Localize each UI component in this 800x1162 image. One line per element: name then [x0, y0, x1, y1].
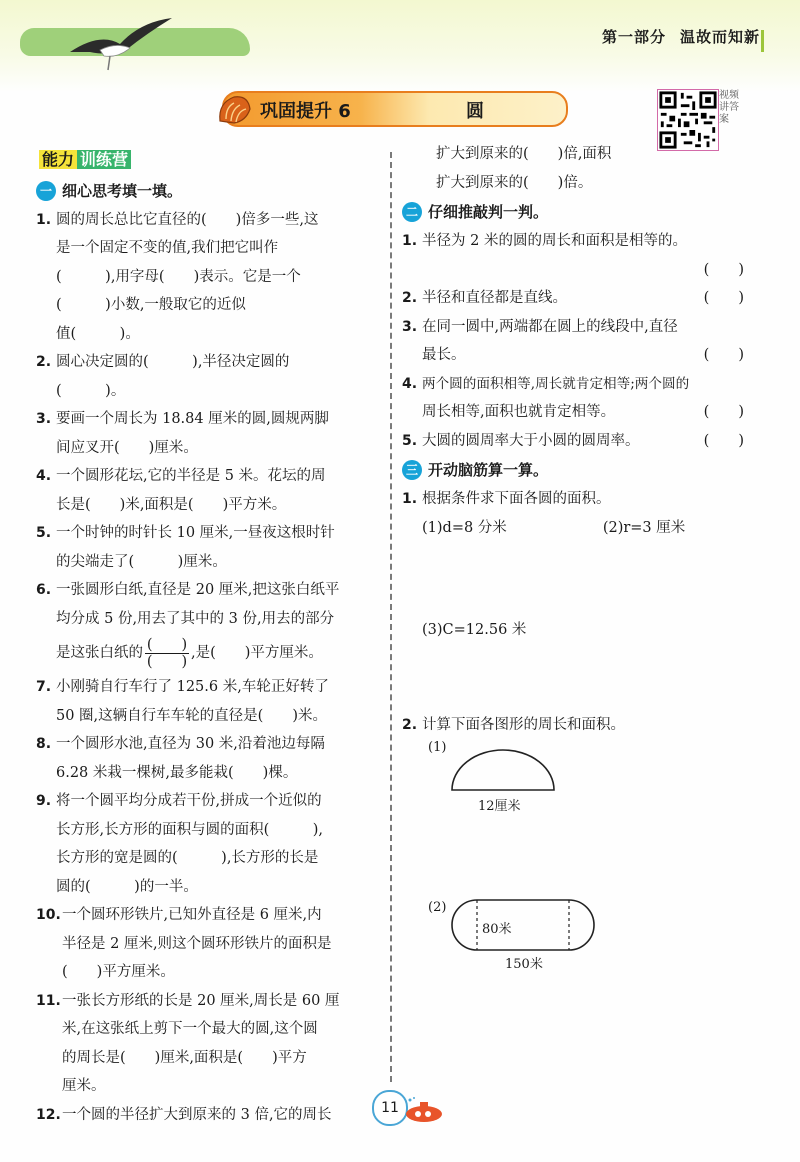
- question-line: 将一个圆平均分成若干份,拼成一个近似的: [56, 793, 322, 809]
- fill-question-4: [36, 462, 381, 519]
- seagull-icon: [60, 12, 180, 72]
- fill-question-9: [36, 787, 381, 901]
- question-line: 半径和直径都是直线。: [422, 290, 567, 306]
- section-number: 二: [402, 202, 422, 222]
- question-line: 一个圆的半径扩大到原来的 3 倍,它的周长: [62, 1106, 332, 1123]
- question-number: 3.: [36, 411, 52, 427]
- question-line: ( )小数,一般取它的近似: [56, 297, 246, 313]
- question-line: 的周长是( )厘米,面积是( )平方: [62, 1049, 307, 1066]
- header-title: [602, 26, 760, 47]
- section-heading-calc: [402, 457, 762, 483]
- question-line: ( ),用字母( )表示。它是一个: [56, 268, 301, 285]
- question-line: 一个时钟的时针长 10 厘米,一昼夜这根时针: [56, 525, 335, 541]
- judge-answer-blank[interactable]: ( ): [703, 347, 744, 363]
- question-number: 4.: [36, 468, 52, 484]
- figure-1-dimension: 12厘米: [478, 799, 521, 814]
- section-heading-fill: [36, 178, 381, 204]
- section-title: 开动脑筋算一算。: [428, 461, 549, 479]
- left-column: [36, 146, 381, 1129]
- question-line: 最长。: [422, 347, 466, 363]
- right-column: [402, 140, 762, 739]
- question-number: 9.: [36, 793, 52, 809]
- question-line: 两个圆的面积相等,周长就肯定相等;两个圆的: [422, 375, 690, 392]
- lesson-banner: [222, 91, 568, 127]
- calc-question-2: 2. 计算下面各图形的周长和面积。: [402, 711, 762, 740]
- question-line: 的尖端走了( )厘米。: [56, 553, 227, 570]
- fill-question-8: [36, 730, 381, 787]
- badge-part1: 能力: [39, 150, 77, 169]
- calc-subpart-1: (1)d=8 分米: [422, 519, 507, 536]
- question-line: 扩大到原来的( )倍,面积: [436, 146, 612, 162]
- question-line: 一个圆环形铁片,已知外直径是 6 厘米,内: [62, 907, 322, 923]
- question-number: 3.: [402, 318, 418, 335]
- header-subtitle: 温故而知新: [679, 28, 760, 46]
- corner-mark: [761, 30, 772, 52]
- judge-question-5: [402, 427, 762, 456]
- question-number: 1.: [402, 233, 418, 249]
- fill-question-7: [36, 673, 381, 730]
- section-number: 三: [402, 460, 422, 480]
- qr-label: 视频讲答案: [719, 90, 739, 125]
- question-number: 5.: [402, 432, 418, 449]
- figure-1-label: (1): [428, 740, 447, 755]
- section-title: 细心思考填一填。: [62, 181, 183, 200]
- badge-part2: 训练营: [77, 150, 131, 169]
- question-number: 8.: [36, 736, 52, 752]
- page-number: 11: [372, 1090, 408, 1126]
- question-text: ,是( )平方厘米。: [191, 645, 323, 661]
- question-line: 大圆的圆周率大于小圆的圆周率。: [422, 432, 640, 449]
- question-line: 间应叉开( )厘米。: [56, 439, 198, 456]
- question-number: 6.: [36, 582, 52, 598]
- fill-question-3: [36, 405, 381, 462]
- column-divider: [390, 152, 392, 1082]
- question-line-fraction: [56, 633, 381, 673]
- submarine-icon: [400, 1096, 446, 1124]
- section-number: 一: [36, 181, 56, 201]
- question-line: 扩大到原来的( )倍。: [436, 174, 593, 191]
- question-line: 半径为 2 米的圆的周长和面积是相等的。: [422, 233, 687, 249]
- question-text: 是这张白纸的: [56, 645, 143, 661]
- judge-question-3: [402, 313, 762, 370]
- question-number: 2.: [402, 290, 418, 306]
- question-number: 1.: [36, 211, 52, 228]
- fill-question-10: [36, 901, 381, 987]
- question-line: 要画一个周长为 18.84 厘米的圆,圆规两脚: [56, 411, 329, 427]
- question-line: 6.28 米栽一棵树,最多能栽( )棵。: [56, 764, 298, 781]
- lesson-title: 巩固提升 6: [260, 101, 351, 122]
- header-part: 第一部分: [601, 28, 666, 46]
- judge-question-1: [402, 227, 762, 284]
- question-line: 值( )。: [56, 325, 140, 342]
- question-line: 半径是 2 厘米,则这个圆环形铁片的面积是: [62, 935, 332, 952]
- calc-subpart-2: (2)r=3 厘米: [602, 519, 686, 536]
- question-number: 2.: [36, 354, 52, 370]
- shell-icon: [216, 91, 252, 127]
- question-number: 5.: [36, 525, 52, 541]
- question-line: 圆的( )的一半。: [56, 878, 198, 895]
- question-line: 小刚骑自行车行了 125.6 米,车轮正好转了: [56, 679, 329, 695]
- lesson-topic: 圆: [466, 101, 484, 122]
- question-line: 一张圆形白纸,直径是 20 厘米,把这张白纸平: [56, 582, 340, 598]
- question-line: 是一个固定不变的值,我们把它叫作: [56, 240, 279, 256]
- question-line: 根据条件求下面各圆的面积。: [422, 491, 611, 507]
- question-number: 12.: [36, 1106, 61, 1123]
- judge-answer-blank[interactable]: ( ): [703, 404, 744, 420]
- judge-answer-blank[interactable]: ( ): [703, 290, 744, 306]
- section-badge: [39, 148, 131, 172]
- fill-question-2: [36, 348, 381, 405]
- question-line: 一张长方形纸的长是 20 厘米,周长是 60 厘: [62, 992, 340, 1009]
- question-line: 均分成 5 份,用去了其中的 3 份,用去的部分: [56, 610, 335, 627]
- fill-question-1: [36, 206, 381, 349]
- section-title: 仔细推敲判一判。: [428, 203, 549, 221]
- question-number: 7.: [36, 679, 52, 695]
- judge-answer-blank[interactable]: ( ): [703, 261, 744, 278]
- fill-question-6: [36, 576, 381, 673]
- question-line: 一个圆形水池,直径为 30 米,沿着池边每隔: [56, 736, 325, 752]
- question-line: 长是( )米,面积是( )平方米。: [56, 496, 287, 513]
- question-line: 50 圈,这辆自行车车轮的直径是( )米。: [56, 707, 327, 724]
- fill-question-11: [36, 987, 381, 1101]
- question-line: 米,在这张纸上剪下一个最大的圆,这个圆: [62, 1021, 318, 1037]
- question-number: 4.: [402, 375, 418, 392]
- question-line: 长方形的宽是圆的( ),长方形的长是: [56, 850, 319, 866]
- question-line: 圆的周长总比它直径的( )倍多一些,这: [56, 211, 319, 228]
- question-line: ( )平方厘米。: [62, 964, 175, 980]
- section-heading-judge: [402, 199, 762, 225]
- figure-2-width: 150米: [505, 957, 543, 972]
- question-number: 10.: [36, 907, 61, 923]
- question-number: 11.: [36, 992, 61, 1009]
- calc-subpart-3: (3)C=12.56 米: [422, 622, 527, 638]
- fill-question-12: [36, 1101, 381, 1130]
- question-line: 周长相等,面积也就肯定相等。: [422, 404, 616, 420]
- judge-answer-blank[interactable]: ( ): [703, 432, 744, 449]
- fill-question-5: [36, 519, 381, 576]
- calc-subparts-row: [422, 514, 762, 543]
- question-line: ( )。: [56, 382, 126, 399]
- figure-2-label: (2): [428, 900, 447, 915]
- fraction-blank[interactable]: $\frac{( )}{( )}$: [146, 636, 188, 670]
- question-line: 厘米。: [62, 1078, 106, 1094]
- question-line: 计算下面各图形的周长和面积。: [422, 716, 625, 733]
- judge-question-2: [402, 284, 762, 313]
- question-line: 长方形,长方形的面积与圆的面积( ),: [56, 821, 324, 838]
- figure-2-height: 80米: [482, 922, 512, 937]
- question-line: 圆心决定圆的( ),半径决定圆的: [56, 354, 290, 370]
- fill-question-12-continued: [402, 140, 762, 197]
- calc-question-1: 1. 根据条件求下面各圆的面积。 (1)d=8 分米 (2)r=3 厘米 (3)C=12.56 米: [402, 485, 762, 645]
- question-line: 在同一圆中,两端都在圆上的线段中,直径: [422, 318, 678, 335]
- judge-question-4: [402, 370, 762, 427]
- question-line: 一个圆形花坛,它的半径是 5 米。花坛的周: [56, 468, 326, 484]
